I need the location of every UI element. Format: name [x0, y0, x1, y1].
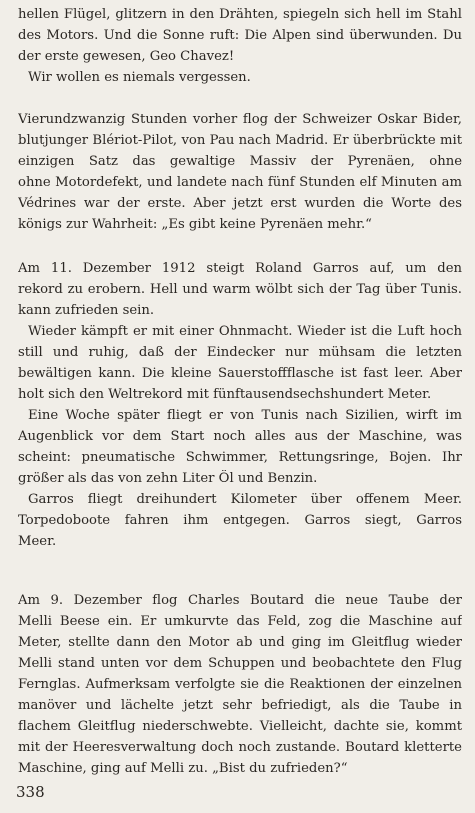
- text-line: ohne Motordefekt, und landete nach fünf Stunden elf Minuten am: [18, 175, 462, 190]
- text-line: rekord zu erobern. Hell und warm wölbt sich der Tag über Tunis.: [18, 282, 462, 297]
- text-line: Am 9. Dezember flog Charles Boutard die neue Taube der: [18, 593, 462, 608]
- text-line: Augenblick vor dem Start noch alles aus der Maschine, was: [18, 429, 462, 444]
- text-line: Torpedoboote fahren ihm entgegen. Garros siegt, Garros: [18, 513, 462, 528]
- text-line: des Motors. Und die Sonne ruft: Die Alpen sind überwunden. Du: [18, 28, 462, 43]
- text-line: still und ruhig, daß der Eindecker nur mühsam die letzten: [18, 345, 462, 360]
- text-line: Védrines war der erste. Aber jetzt erst wurden die Worte des: [18, 196, 462, 211]
- text-line: Meter, stellte dann den Motor ab und ging im Gleitflug wieder: [18, 635, 462, 650]
- text-line: Am 11. Dezember 1912 steigt Roland Garros auf, um den: [18, 261, 462, 276]
- text-line: Wir wollen es niemals vergessen.: [28, 70, 251, 85]
- text-line: bewältigen kann. Die kleine Sauerstoffflasche ist fast leer. Aber: [18, 366, 462, 381]
- page-number: 338: [16, 783, 45, 801]
- text-line: Garros fliegt dreihundert Kilometer über offenem Meer.: [28, 492, 462, 507]
- text-line: größer als das von zehn Liter Öl und Benzin.: [18, 471, 318, 486]
- text-line: scheint: pneumatische Schwimmer, Rettungsringe, Bojen. Ihr: [18, 450, 462, 465]
- text-line: Meer.: [18, 534, 57, 549]
- text-line: königs zur Wahrheit: „Es gibt keine Pyrenäen mehr.“: [18, 217, 372, 232]
- text-line: Melli Beese ein. Er umkurvte das Feld, zog die Maschine auf: [18, 614, 462, 629]
- text-line: kann zufrieden sein.: [18, 303, 155, 318]
- text-line: blutjunger Blériot-Pilot, von Pau nach Madrid. Er überbrückte mit: [18, 133, 462, 148]
- text-line: flachem Gleitflug niederschwebte. Vielleicht, dachte sie, kommt: [18, 719, 462, 734]
- text-line: der erste gewesen, Geo Chavez!: [18, 49, 235, 64]
- text-line: Melli stand unten vor dem Schuppen und beobachtete den Flug: [18, 656, 462, 671]
- text-line: holt sich den Weltrekord mit fünftausendsechshundert Meter.: [18, 387, 432, 402]
- text-line: Maschine, ging auf Melli zu. „Bist du zufrieden?“: [18, 761, 348, 776]
- text-line: einzigen Satz das gewaltige Massiv der Pyrenäen, ohne: [18, 154, 462, 169]
- text-line: Eine Woche später fliegt er von Tunis nach Sizilien, wirft im: [28, 408, 462, 423]
- text-line: mit der Heeresverwaltung doch noch zustande. Boutard kletterte: [18, 740, 462, 755]
- text-line: hellen Flügel, glitzern in den Drähten, spiegeln sich hell im Stahl: [18, 7, 462, 22]
- text-line: Vierundzwanzig Stunden vorher flog der Schweizer Oskar Bider,: [18, 112, 462, 127]
- text-line: manöver und lächelte jetzt sehr befriedigt, als die Taube in: [18, 698, 462, 713]
- text-line: Fernglas. Aufmerksam verfolgte sie die Reaktionen der einzelnen: [18, 677, 462, 692]
- text-line: Wieder kämpft er mit einer Ohnmacht. Wieder ist die Luft hoch: [28, 324, 462, 339]
